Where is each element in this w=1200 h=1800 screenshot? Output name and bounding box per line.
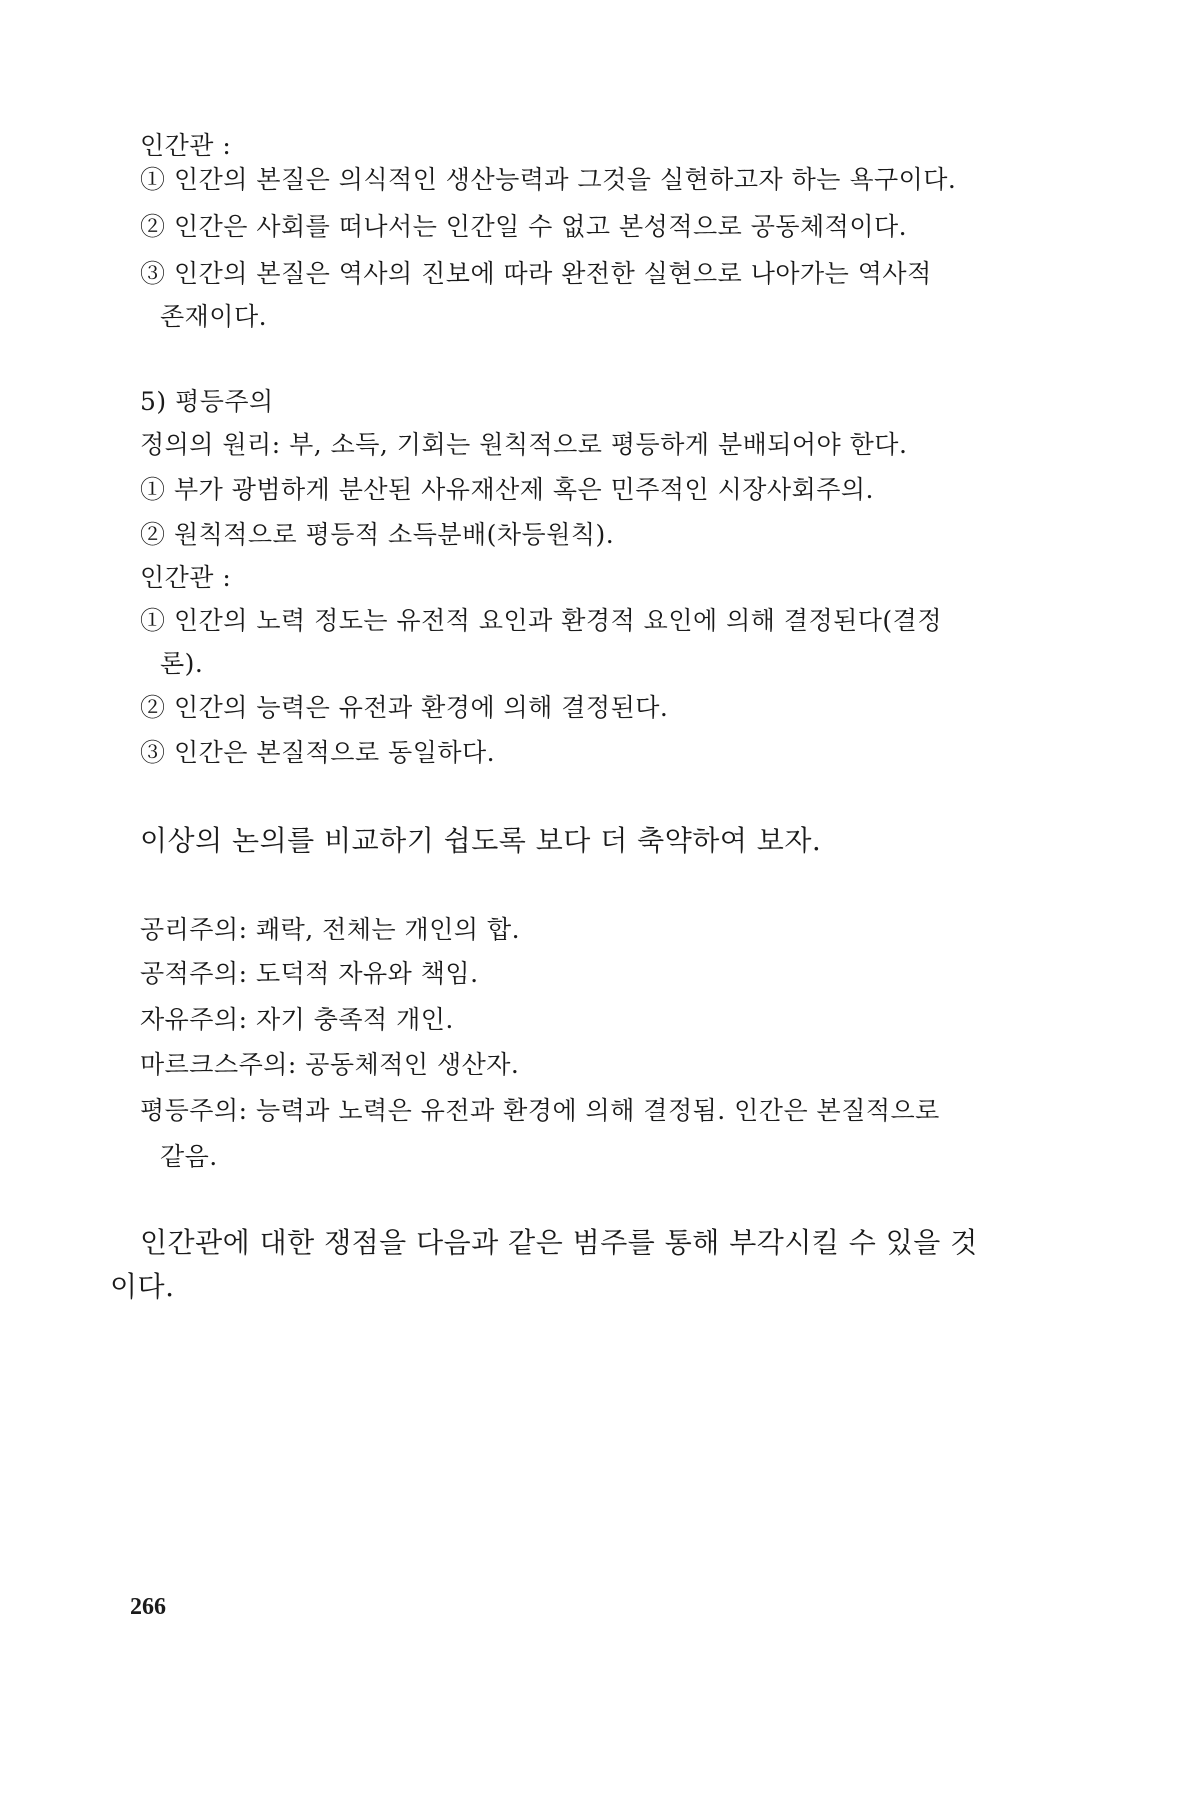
list-item: ① 인간의 본질은 의식적인 생산능력과 그것을 실현하고자 하는 욕구이다.	[140, 165, 957, 194]
page-number: 266	[130, 1594, 166, 1620]
summary-item: 자유주의: 자기 충족적 개인.	[140, 1005, 454, 1034]
summary-item: 공적주의: 도덕적 자유와 책임.	[140, 959, 479, 988]
conclusion-paragraph-continuation: 이다.	[110, 1270, 175, 1303]
list-item: ② 원칙적으로 평등적 소득분배(차등원칙).	[140, 520, 615, 549]
list-item: ③ 인간은 본질적으로 동일하다.	[140, 738, 496, 767]
list-item: ① 인간의 노력 정도는 유전적 요인과 환경적 요인에 의해 결정된다(결정	[140, 606, 942, 635]
list-item: ① 부가 광범하게 분산된 사유재산제 혹은 민주적인 시장사회주의.	[140, 475, 874, 504]
list-item-continuation: 존재이다.	[160, 302, 268, 331]
conclusion-paragraph: 인간관에 대한 쟁점을 다음과 같은 범주를 통해 부각시킬 수 있을 것	[140, 1226, 978, 1259]
list-item: ② 인간은 사회를 떠나서는 인간일 수 없고 본성적으로 공동체적이다.	[140, 212, 908, 241]
section-heading-human-view: 인간관 :	[140, 131, 232, 160]
summary-item: 공리주의: 쾌락, 전체는 개인의 합.	[140, 915, 521, 944]
list-item: ③ 인간의 본질은 역사의 진보에 따라 완전한 실현으로 나아가는 역사적	[140, 259, 932, 288]
list-item-continuation: 론).	[160, 649, 204, 678]
summary-item: 마르크스주의: 공동체적인 생산자.	[140, 1050, 520, 1079]
summary-intro: 이상의 논의를 비교하기 쉽도록 보다 더 축약하여 보자.	[140, 824, 822, 857]
justice-principle: 정의의 원리: 부, 소득, 기회는 원칙적으로 평등하게 분배되어야 한다.	[140, 430, 908, 459]
summary-item-continuation: 같음.	[160, 1142, 218, 1171]
section-heading-egalitarianism: 5) 평등주의	[140, 387, 274, 416]
summary-item: 평등주의: 능력과 노력은 유전과 환경에 의해 결정됨. 인간은 본질적으로	[140, 1096, 940, 1125]
section-heading-human-view: 인간관 :	[140, 563, 232, 592]
list-item: ② 인간의 능력은 유전과 환경에 의해 결정된다.	[140, 693, 669, 722]
